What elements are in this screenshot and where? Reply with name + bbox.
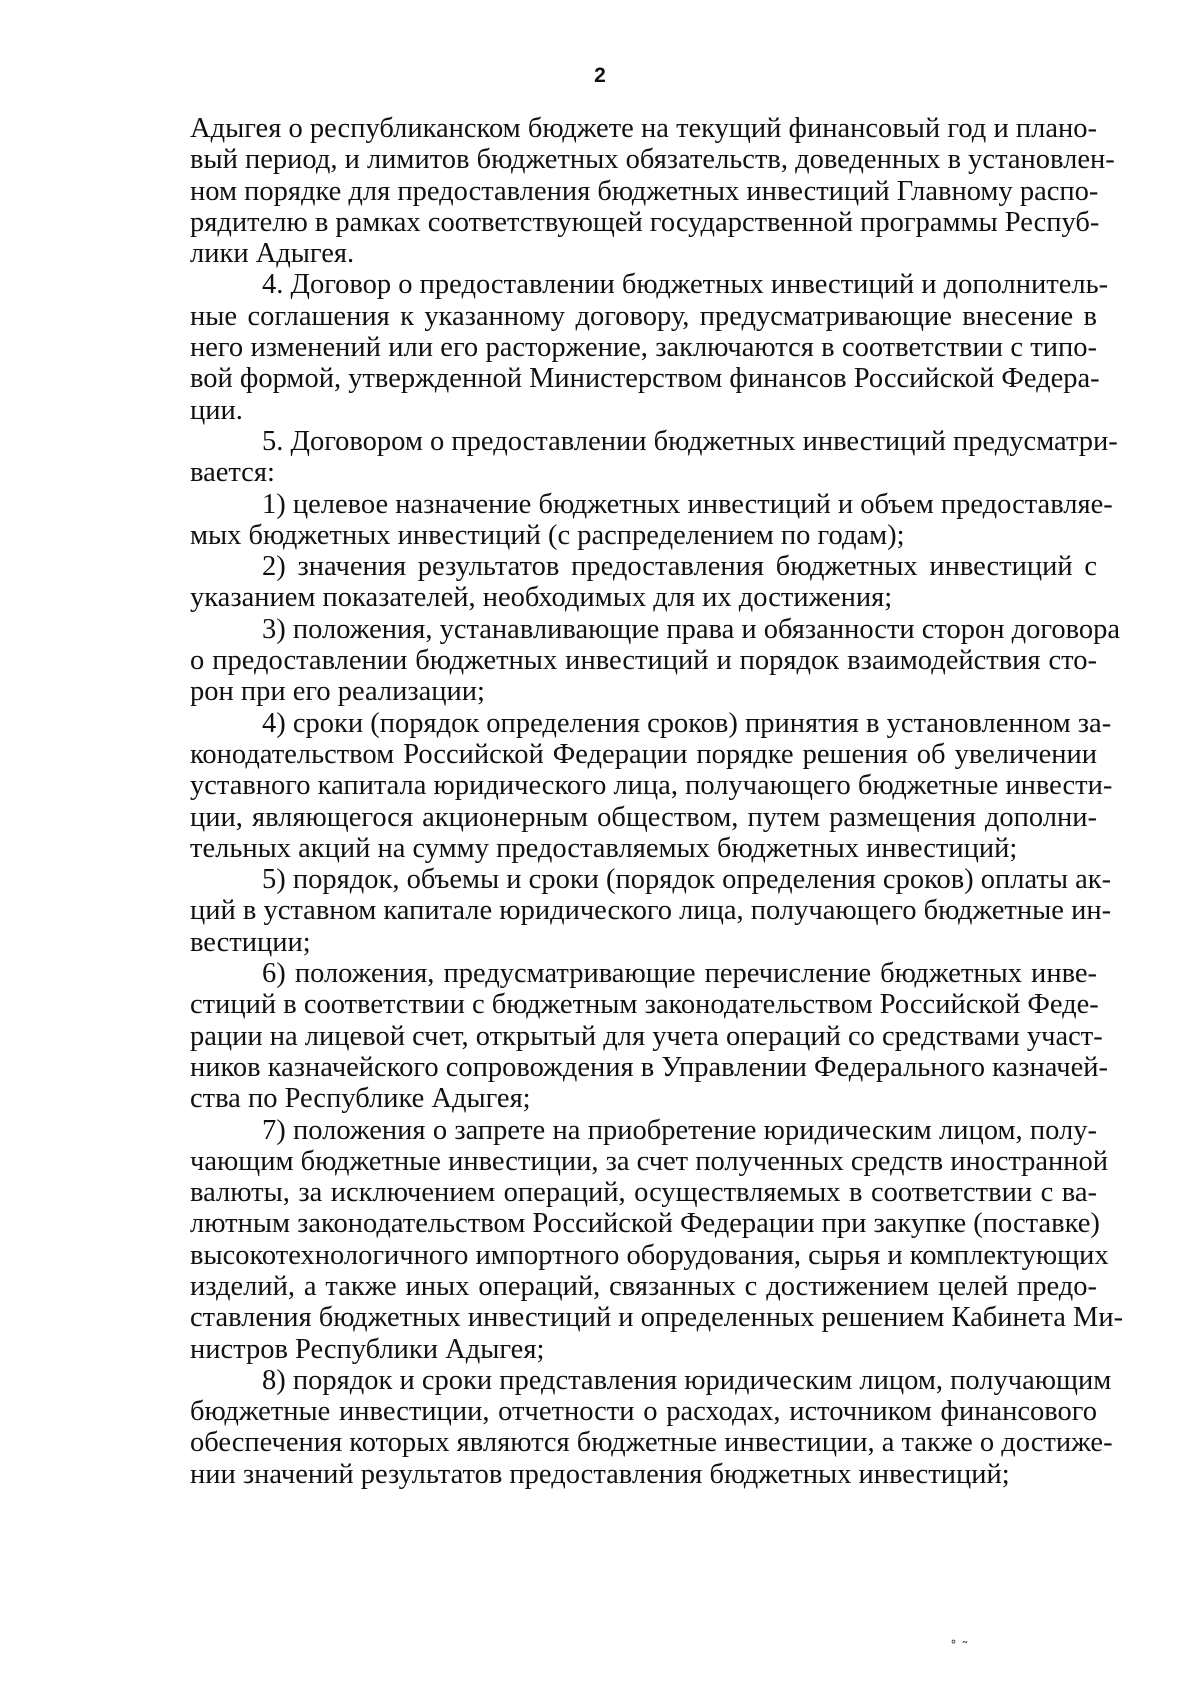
text-line: вый период, и лимитов бюджетных обязательств, доведенных в установлен- [190,144,1115,176]
text-line: 4) сроки (порядок определения сроков) принятия в установленном за- [262,707,1112,739]
text-line: указанием показателей, необходимых для их достижения; [190,582,893,614]
text-line: стиций в соответствии с бюджетным законодательством Российской Феде- [190,989,1099,1021]
text-line: валюты, за исключением операций, осуществляемых в соответствии с ва- [190,1177,1097,1209]
text-line: обеспечения которых являются бюджетные инвестиции, а также о достиже- [190,1427,1113,1459]
text-line: него изменений или его расторжение, заключаются в соответствии с типо- [190,332,1097,364]
text-line: Адыгея о республиканском бюджете на текущий финансовый год и плано- [190,113,1097,144]
text-line: высокотехнологичного импортного оборудования, сырья и комплектующих [190,1239,1109,1271]
text-line: 2) значения результатов предоставления бюджетных инвестиций с [262,551,1097,583]
text-line: 1) целевое назначение бюджетных инвестиций и объем предоставляе- [262,488,1113,520]
text-line: лютным законодательством Российской Федерации при закупке (поставке) [190,1208,1100,1240]
text-line: бюджетные инвестиции, отчетности о расходах, источником финансового [190,1396,1097,1428]
text-line: ставления бюджетных инвестиций и определенных решением Кабинета Ми- [190,1302,1124,1334]
text-line: мых бюджетных инвестиций (с распределением по годам); [190,519,905,551]
text-line: 8) порядок и сроки представления юридическим лицом, получающим [262,1364,1112,1396]
text-line: рон при его реализации; [190,676,485,708]
text-line: 5. Договором о предоставлении бюджетных инвестиций предусматри- [262,425,1118,457]
text-line: 7) положения о запрете на приобретение юридическим лицом, полу- [262,1114,1097,1146]
text-line: ства по Республике Адыгея; [190,1083,531,1115]
text-line: 3) положения, устанавливающие права и обязанности сторон договора [262,613,1121,645]
text-line: ные соглашения к указанному договору, предусматривающие внесение в [190,300,1097,332]
text-line: 5) порядок, объемы и сроки (порядок определения сроков) оплаты ак- [262,864,1112,896]
text-line: нии значений результатов предоставления бюджетных инвестиций; [190,1458,1010,1490]
text-line: рядителю в рамках соответствующей государственной программы Респуб- [190,206,1100,238]
text-line: тельных акций на сумму предоставляемых бюджетных инвестиций; [190,832,1018,864]
text-line: вой формой, утвержденной Министерством финансов Российской Федера- [190,363,1100,395]
text-line: ников казначейского сопровождения в Управлении Федерального казначей- [190,1051,1108,1083]
text-line: 4. Договор о предоставлении бюджетных инвестиций и дополнитель- [262,269,1109,301]
text-line: уставного капитала юридического лица, получающего бюджетные инвести- [190,770,1113,802]
text-line: 6) положения, предусматривающие перечисление бюджетных инве- [262,958,1097,990]
text-line: ции. [190,394,243,426]
text-line: лики Адыгея. [190,238,355,270]
text-line: ций в уставном капитале юридического лица, получающего бюджетные ин- [190,895,1112,927]
text-line: конодательством Российской Федерации порядке решения об увеличении [190,738,1097,770]
document-body [190,113,1124,1490]
page-number: 2 [594,64,606,87]
scan-artifact: ˚ ˜ [950,1640,969,1656]
text-line: рации на лицевой счет, открытый для учета операций со средствами участ- [190,1020,1103,1052]
text-line: изделий, а также иных операций, связанных с достижением целей предо- [190,1270,1097,1302]
text-line: ном порядке для предоставления бюджетных инвестиций Главному распо- [190,175,1099,207]
text-line: ции, являющегося акционерным обществом, путем размещения дополни- [190,801,1097,833]
text-line: нистров Республики Адыгея; [190,1333,545,1365]
text-line: чающим бюджетные инвестиции, за счет полученных средств иностранной [190,1145,1109,1177]
text-line: вается: [190,457,275,489]
text-line: вестиции; [190,926,311,958]
text-line: о предоставлении бюджетных инвестиций и порядок взаимодействия сто- [190,645,1097,677]
